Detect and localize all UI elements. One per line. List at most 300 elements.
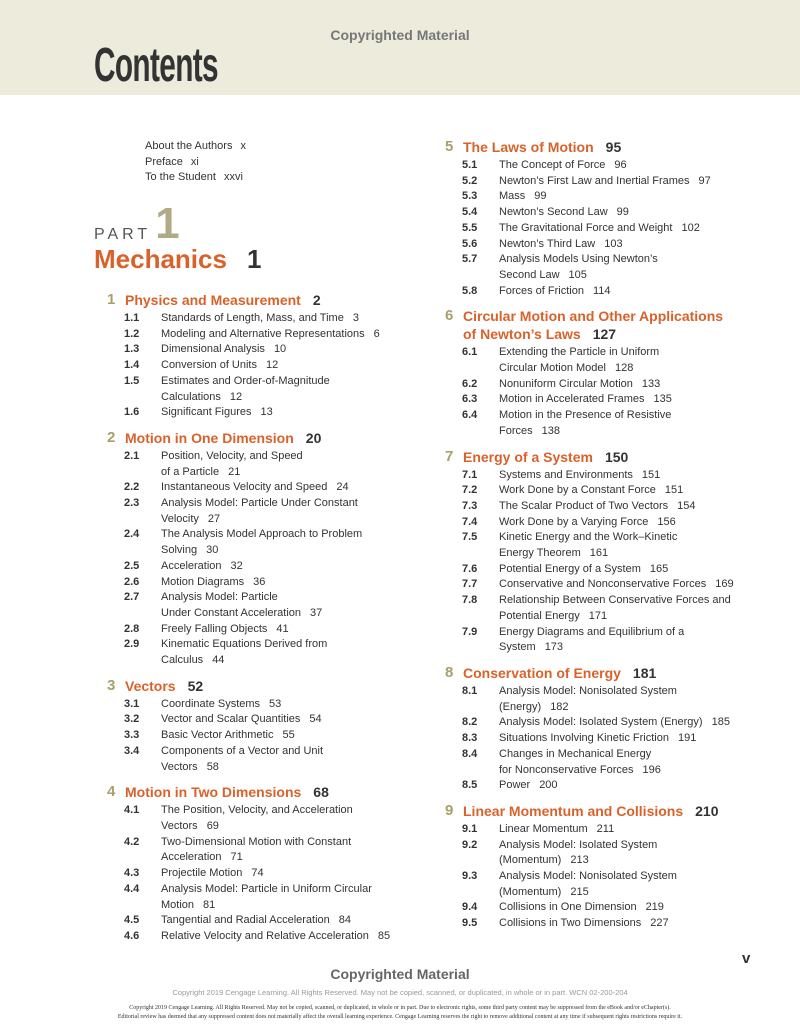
watermark-top: Copyrighted Material — [330, 27, 470, 43]
chapter-heading[interactable] — [445, 802, 785, 820]
section-page: 191 — [677, 732, 697, 745]
page-title: Contents — [94, 39, 218, 92]
section-title-line — [499, 237, 785, 253]
section-entry[interactable] — [445, 515, 785, 531]
section-title-line — [499, 158, 785, 174]
section-title-line — [499, 731, 785, 747]
section-number: 6.3 — [462, 393, 478, 406]
section-title: Power — [499, 779, 531, 792]
section-number: 2.7 — [124, 591, 140, 604]
section-title-line — [499, 916, 785, 932]
section-entry[interactable] — [107, 480, 447, 496]
section-page: 227 — [650, 917, 669, 930]
section-number: 8.1 — [462, 684, 478, 697]
section-title: Vectors — [161, 819, 198, 832]
section-number: 4.2 — [124, 835, 140, 848]
chapter-page: 95 — [605, 139, 622, 155]
chapter-block — [445, 307, 785, 439]
chapter-page: 20 — [305, 429, 322, 446]
section-number: 7.2 — [462, 484, 478, 497]
section-number: 9.3 — [462, 870, 478, 883]
section-title: Velocity — [161, 512, 199, 525]
section-title: Extending the Particle in Uniform — [499, 346, 660, 359]
section-number: 1.5 — [124, 374, 140, 387]
section-number: 8.3 — [462, 732, 478, 745]
chapter-page: 2 — [312, 292, 321, 308]
section-title: Vectors — [161, 760, 198, 773]
section-title-line — [161, 342, 447, 358]
section-number: 2.8 — [124, 622, 140, 635]
section-title: Instantaneous Velocity and Speed — [161, 481, 328, 494]
section-title-line — [499, 715, 785, 731]
section-entry[interactable] — [445, 530, 785, 561]
section-title-line — [499, 625, 785, 641]
section-title-line — [161, 559, 447, 575]
chapter-title-line — [463, 448, 785, 466]
section-entry[interactable] — [445, 731, 785, 747]
section-entry[interactable] — [445, 838, 785, 869]
chapter-block — [445, 664, 785, 794]
section-title-line — [161, 374, 447, 390]
section-title: (Momentum) — [499, 854, 562, 867]
section-title-line — [499, 838, 785, 854]
chapter-heading[interactable] — [445, 664, 785, 682]
section-entry[interactable] — [107, 405, 447, 421]
section-title-line — [161, 496, 447, 512]
section-title: Analysis Model: Isolated System — [499, 838, 658, 851]
section-title: Energy Diagrams and Equilibrium of a — [499, 625, 685, 638]
section-number: 1.4 — [124, 359, 140, 372]
chapter-number: 4 — [107, 783, 116, 801]
section-title: Calculations — [161, 390, 221, 403]
section-title-line — [161, 898, 447, 914]
section-entry[interactable] — [445, 822, 785, 838]
section-title: Analysis Model: Particle in Uniform Circular — [161, 882, 372, 895]
front-matter-item[interactable] — [145, 170, 246, 186]
chapter-title-line — [125, 429, 447, 447]
section-entry[interactable] — [107, 575, 447, 591]
section-entry[interactable] — [107, 744, 447, 775]
section-page: 54 — [309, 713, 322, 726]
chapter-heading[interactable] — [445, 307, 785, 343]
section-entry[interactable] — [107, 637, 447, 668]
section-page: 151 — [664, 484, 684, 497]
section-page: 69 — [206, 819, 219, 832]
section-title-line — [499, 361, 785, 377]
section-entry[interactable] — [445, 869, 785, 900]
footer-legal — [0, 1004, 800, 1021]
chapter-block — [107, 429, 447, 669]
section-page: 13 — [260, 406, 273, 419]
section-title-line — [161, 760, 447, 776]
section-page: 41 — [276, 622, 289, 635]
section-title: Calculus — [161, 654, 204, 667]
section-title: Situations Involving Kinetic Friction — [499, 732, 669, 745]
section-page: 173 — [544, 641, 564, 654]
section-page: 44 — [212, 654, 225, 667]
chapter-title: The Laws of Motion — [463, 139, 594, 155]
section-title-line — [161, 390, 447, 406]
section-page: 213 — [570, 854, 589, 867]
chapter-number: 5 — [445, 138, 454, 155]
section-page: 12 — [229, 390, 243, 403]
part-page: 1 — [246, 244, 262, 274]
chapter-title: Physics and Measurement — [125, 292, 301, 308]
chapter-block — [107, 783, 447, 944]
section-number: 7.4 — [462, 515, 478, 528]
chapter-number: 6 — [445, 307, 454, 325]
section-number: 5.3 — [462, 190, 478, 203]
chapter-heading[interactable] — [107, 783, 447, 801]
section-entry[interactable] — [107, 559, 447, 575]
section-page: 211 — [596, 822, 615, 835]
section-number: 2.9 — [124, 638, 140, 651]
section-title: Analysis Models Using Newton’s — [499, 253, 658, 266]
section-title-line — [161, 803, 447, 819]
section-entry[interactable] — [445, 158, 785, 174]
section-entry[interactable] — [107, 374, 447, 405]
section-title-line — [499, 377, 785, 393]
section-page: 74 — [251, 867, 264, 880]
chapter-page: 127 — [592, 326, 617, 343]
section-number: 7.7 — [462, 578, 478, 591]
chapter-page: 210 — [695, 802, 719, 819]
section-title: Freely Falling Objects — [161, 622, 268, 635]
section-number: 5.8 — [462, 284, 478, 297]
section-title: Two-Dimensional Motion with Constant — [161, 835, 352, 848]
section-title: Modeling and Alternative Representations — [161, 327, 365, 340]
section-title: Motion Diagrams — [161, 575, 245, 588]
section-title-line — [499, 853, 785, 869]
chapter-page: 68 — [313, 784, 329, 801]
section-title-line — [499, 530, 785, 546]
section-title: Changes in Mechanical Energy — [499, 747, 652, 760]
section-title-line — [161, 728, 447, 744]
section-title: Collisions in Two Dimensions — [499, 917, 642, 930]
section-title: Coordinate Systems — [161, 697, 261, 710]
section-title: Potential Energy — [499, 609, 580, 622]
section-title-line — [161, 913, 447, 929]
section-entry[interactable] — [107, 913, 447, 929]
section-title: Standards of Length, Mass, and Time — [161, 312, 344, 324]
section-entry[interactable] — [445, 625, 785, 656]
chapter-title-line — [125, 291, 447, 309]
section-entry[interactable] — [107, 527, 447, 558]
section-title: Kinetic Energy and the Work–Kinetic — [499, 531, 678, 544]
section-entry[interactable] — [445, 174, 785, 190]
section-number: 4.1 — [124, 804, 140, 817]
chapter-page: 150 — [604, 448, 629, 465]
section-entry[interactable] — [445, 577, 785, 593]
section-number: 5.6 — [462, 237, 478, 250]
section-title-line — [499, 221, 785, 237]
section-entry[interactable] — [107, 327, 447, 343]
section-number: 5.4 — [462, 206, 478, 219]
section-page: 165 — [649, 562, 669, 575]
section-entry[interactable] — [107, 358, 447, 374]
section-title-line — [499, 747, 785, 763]
section-entry[interactable] — [445, 237, 785, 253]
section-title: Kinematic Equations Derived from — [161, 638, 328, 651]
section-title: Newton’s Third Law — [499, 237, 596, 250]
section-number: 2.4 — [124, 528, 140, 541]
section-title: Systems and Environments — [499, 468, 633, 481]
section-entry[interactable] — [445, 916, 785, 932]
section-page: 128 — [614, 362, 634, 375]
section-number: 3.4 — [124, 744, 140, 757]
section-page: 71 — [230, 851, 243, 864]
section-title-line — [499, 885, 785, 901]
section-entry[interactable] — [445, 408, 785, 439]
section-title: Forces of Friction — [499, 284, 584, 297]
section-page: 103 — [604, 237, 623, 250]
section-page: 133 — [641, 377, 661, 390]
section-title-line — [499, 700, 785, 716]
section-entry[interactable] — [445, 284, 785, 300]
section-title: Acceleration — [161, 559, 222, 572]
section-title: Work Done by a Varying Force — [499, 515, 649, 528]
section-number: 1.6 — [124, 406, 140, 419]
section-number: 1.2 — [124, 327, 140, 340]
section-entry[interactable] — [107, 622, 447, 638]
chapter-heading[interactable] — [445, 138, 785, 156]
front-matter-list — [145, 139, 246, 186]
section-title: Collisions in One Dimension — [499, 901, 637, 914]
front-matter-item[interactable] — [145, 139, 246, 155]
section-title: Estimates and Order-of-Magnitude — [161, 374, 330, 387]
section-entry[interactable] — [445, 345, 785, 376]
section-page: 36 — [253, 575, 266, 588]
section-title: Analysis Model: Nonisolated System — [499, 870, 677, 883]
section-entry[interactable] — [445, 252, 785, 283]
section-page: 3 — [352, 312, 359, 324]
section-title-line — [161, 358, 447, 374]
section-number: 5.7 — [462, 253, 478, 266]
section-title-line — [161, 512, 447, 528]
section-entry[interactable] — [445, 392, 785, 408]
section-page: 171 — [588, 609, 608, 622]
section-page: 81 — [203, 898, 216, 911]
section-entry[interactable] — [107, 342, 447, 358]
section-title: Newton’s First Law and Inertial Frames — [499, 174, 690, 187]
section-title-line — [161, 622, 447, 638]
section-entry[interactable] — [107, 697, 447, 713]
section-title-line — [499, 593, 785, 609]
section-title: The Gravitational Force and Weight — [499, 221, 673, 234]
front-matter-item[interactable] — [145, 155, 246, 171]
section-number: 5.2 — [462, 174, 478, 187]
section-title: Significant Figures — [161, 406, 252, 419]
section-title: Relationship Between Conservative Forces and — [499, 594, 731, 607]
section-page: 114 — [592, 284, 611, 297]
section-title: Circular Motion Model — [499, 362, 606, 375]
front-matter-page: xi — [190, 155, 199, 168]
section-page: 156 — [657, 515, 676, 528]
section-title-line — [161, 637, 447, 653]
section-page: 12 — [266, 359, 279, 372]
section-entry[interactable] — [107, 866, 447, 882]
section-page: 169 — [715, 578, 734, 591]
section-entry[interactable] — [107, 728, 447, 744]
section-number: 4.6 — [124, 929, 140, 942]
section-title-line — [499, 424, 785, 440]
front-matter-label: To the Student — [145, 171, 216, 184]
section-title-line — [499, 609, 785, 625]
front-matter-label: About the Authors — [145, 140, 233, 152]
section-page: 161 — [589, 547, 609, 560]
section-number: 9.5 — [462, 917, 478, 930]
chapter-heading[interactable] — [107, 429, 447, 447]
section-title: Analysis Model: Isolated System (Energy) — [499, 716, 703, 729]
section-entry[interactable] — [107, 929, 447, 945]
section-number: 4.5 — [124, 914, 140, 927]
section-title-line — [499, 562, 785, 578]
section-title-line — [161, 850, 447, 866]
section-title: Analysis Model: Nonisolated System — [499, 684, 677, 697]
section-entry[interactable] — [445, 715, 785, 731]
section-number: 1.1 — [124, 312, 140, 324]
section-entry[interactable] — [107, 496, 447, 527]
chapter-number: 7 — [445, 447, 454, 465]
section-title: Projectile Motion — [161, 867, 243, 880]
section-entry[interactable] — [445, 747, 785, 778]
section-title-line — [499, 822, 785, 838]
section-title-line — [161, 606, 447, 622]
section-page: 85 — [377, 929, 391, 942]
section-title-line — [499, 483, 785, 499]
section-title: Vector and Scalar Quantities — [161, 713, 301, 726]
section-entry[interactable] — [445, 499, 785, 515]
chapter-heading[interactable] — [107, 291, 447, 309]
section-entry[interactable] — [107, 311, 447, 327]
section-title-line — [499, 577, 785, 593]
section-entry[interactable] — [445, 593, 785, 624]
section-title: The Analysis Model Approach to Problem — [161, 528, 363, 541]
section-title-line — [499, 546, 785, 562]
section-number: 2.1 — [124, 449, 140, 462]
section-title-line — [499, 174, 785, 190]
section-entry[interactable] — [445, 900, 785, 916]
chapter-title: Conservation of Energy — [463, 664, 621, 681]
section-title: Under Constant Acceleration — [161, 606, 302, 619]
section-title: (Energy) — [499, 700, 542, 713]
section-title: The Scalar Product of Two Vectors — [499, 499, 669, 512]
chapter-number: 2 — [107, 428, 116, 446]
chapter-title-line — [463, 802, 785, 820]
section-title-line — [161, 929, 447, 945]
section-page: 96 — [614, 159, 627, 171]
section-title-line — [161, 653, 447, 669]
chapter-block — [107, 291, 447, 421]
part-title[interactable] — [94, 244, 261, 275]
chapter-heading[interactable] — [107, 677, 447, 695]
section-title: Basic Vector Arithmetic — [161, 729, 274, 742]
section-title: Motion in Accelerated Frames — [499, 393, 645, 406]
chapter-title-line — [463, 664, 785, 682]
section-title: Dimensional Analysis — [161, 343, 265, 356]
section-title: for Nonconservative Forces — [499, 763, 634, 776]
section-title-line — [161, 819, 447, 835]
section-title-line — [161, 744, 447, 760]
section-page: 32 — [230, 559, 243, 572]
section-title-line — [499, 900, 785, 916]
section-entry[interactable] — [107, 803, 447, 834]
section-entry[interactable] — [445, 562, 785, 578]
section-entry[interactable] — [445, 205, 785, 221]
section-title-line — [499, 252, 785, 268]
section-number: 5.1 — [462, 159, 478, 171]
section-title-line — [161, 575, 447, 591]
section-title-line — [499, 392, 785, 408]
section-entry[interactable] — [445, 189, 785, 205]
section-title-line — [499, 189, 785, 205]
section-title-line — [161, 712, 447, 728]
section-title: Conversion of Units — [161, 359, 257, 372]
section-entry[interactable] — [107, 449, 447, 480]
chapter-number: 9 — [445, 801, 454, 819]
chapter-block — [107, 677, 447, 776]
section-entry[interactable] — [445, 778, 785, 794]
section-title-line — [499, 869, 785, 885]
chapter-title-line — [125, 783, 447, 801]
section-title-line — [499, 684, 785, 700]
section-entry[interactable] — [445, 221, 785, 237]
section-title-line — [499, 284, 785, 300]
section-title-line — [161, 465, 447, 481]
section-entry[interactable] — [445, 483, 785, 499]
section-number: 1.3 — [124, 343, 140, 356]
section-title: Tangential and Radial Acceleration — [161, 914, 330, 927]
section-title: Work Done by a Constant Force — [499, 484, 656, 497]
section-page: 105 — [568, 268, 587, 281]
section-title-line — [161, 327, 447, 343]
section-title-line — [161, 311, 447, 327]
section-title-line — [499, 515, 785, 531]
section-entry[interactable] — [445, 377, 785, 393]
chapter-block — [445, 802, 785, 932]
front-matter-label: Preface — [145, 155, 183, 168]
section-page: 99 — [616, 206, 629, 219]
section-number: 2.3 — [124, 497, 140, 510]
section-page: 102 — [681, 221, 700, 234]
section-entry[interactable] — [107, 590, 447, 621]
section-entry[interactable] — [107, 712, 447, 728]
section-title: Acceleration — [161, 851, 222, 864]
section-title: Potential Energy of a System — [499, 562, 641, 575]
section-title: Nonuniform Circular Motion — [499, 377, 633, 390]
chapter-title: Motion in Two Dimensions — [125, 784, 302, 801]
section-page: 185 — [711, 716, 730, 729]
part-word: PART — [94, 226, 152, 243]
section-number: 6.1 — [462, 346, 478, 359]
chapter-title-line — [463, 307, 785, 325]
section-entry[interactable] — [445, 684, 785, 715]
section-page: 84 — [338, 914, 352, 927]
section-entry[interactable] — [445, 468, 785, 484]
section-title: Analysis Model: Particle Under Constant — [161, 497, 358, 510]
section-number: 2.6 — [124, 575, 140, 588]
section-entry[interactable] — [107, 835, 447, 866]
section-number: 3.3 — [124, 729, 140, 742]
section-page: 37 — [310, 606, 323, 619]
chapter-heading[interactable] — [445, 448, 785, 466]
section-title-line — [499, 408, 785, 424]
section-number: 8.5 — [462, 779, 478, 792]
toc-column-right — [445, 138, 785, 932]
section-title-line — [161, 527, 447, 543]
chapter-title-line — [463, 325, 785, 343]
section-entry[interactable] — [107, 882, 447, 913]
